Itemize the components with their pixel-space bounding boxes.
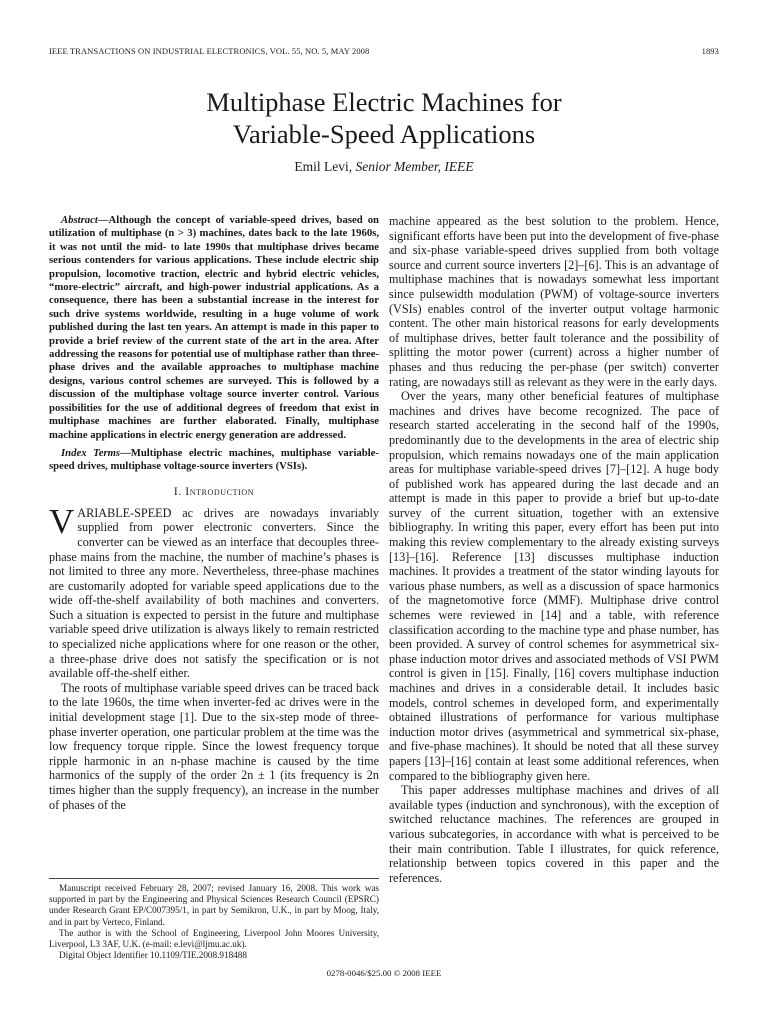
section-heading — [49, 486, 379, 498]
intro-paragraph-1 — [49, 501, 379, 681]
index-terms-text: —Multiphase electric machines, multiphase variable-speed drives, multiphase voltage-source inverters (VSIs). — [49, 446, 379, 473]
title-line-2: Variable-Speed Applications — [232, 119, 536, 149]
section-number: I. — [173, 485, 182, 498]
intro-paragraph-2: The roots of multiphase variable speed drives can be traced back to the late 1960s, the time when inverter-fed ac drives were in the initial development stage [1]. Due to the six-step mode of three-phase inverter operation, one particular problem at the time was the low frequency torque ripple. Since the lowest frequency torque ripple harmonic in an n-phase machine is caused by the time harmonics of the supply of the order 2n ± 1 (its frequency is 2n times higher than the supply frequency), an increase in the number of phases of the — [49, 680, 379, 812]
footnote-manuscript: Manuscript received February 28, 2007; revised January 16, 2008. This work was supported in part by the Engineering and Physical Sciences Research Council (EPSRC) under Research Grant EP/C007395/1, in part by Semikron, U.K., in part by Moog, Italy, and in part by Verteco, Finland. — [49, 883, 379, 927]
page-number: 1893 — [701, 46, 719, 56]
abstract — [49, 214, 379, 442]
index-terms — [49, 447, 379, 474]
right-paragraph-2: Over the years, many other beneficial features of multiphase machines and drives have become recognized. The pace of research started accelerating in the second half of the 1990s, predominantly due to the developments in the area of electric ship propulsion, which remains nowadays one of the main application areas for multiphase variable-speed drives [7]–[12]. A huge body of published work has appeared during the last decade and an attempt is made in this paper to provide a brief but up-to-date survey of the current situation, together with an extensive bibliography. In writing this paper, every effort has been put into making this review complementary to the already existing surveys [13]–[16]. Reference [13] discusses multiphase induction machines. It provides a treatment of the stator winding layouts for various phase numbers, as well as a discussion of space harmonics of the magnetomotive force (MMF). Multiphase drive control schemes were reviewed in [14] and a table, with reference classification according to the machine type and phase number, has been provided. A survey of control schemes for asymmetrical six-phase induction motor drives and associated methods of VSI PWM control is given in [15]. Finally, [16] covers multiphase induction machines and drives in a considerable detail. It includes basic models, control schemes in developed form, and experimentally obtained illustrations of performance for various multiphase induction motor drives (asymmetrical and symmetrical six-phase, and five-phase machines). It should be noted that all these survey papers [13]–[16] contain at least some additional references, when compared to the bibliography given here. — [389, 389, 719, 783]
right-column — [389, 214, 719, 885]
copyright-footer: 0278-0046/$25.00 © 2008 IEEE — [326, 968, 442, 978]
footnote-affiliation: The author is with the School of Engineering, Liverpool John Moores University, Liverpool, L3 3AF, U.K. (e-mail: e.levi@ljmu.ac.uk). — [49, 927, 379, 950]
right-paragraph-1: machine appeared as the best solution to the problem. Hence, significant efforts have been put into the development of five-phase and six-phase variable-speed drives supplied from both voltage source and current source inverters [2]–[6]. This is an advantage of multiphase machines that is nowadays somewhat less important since pulsewidth modulation (PWM) of voltage-source inverters (VSIs) enables control of the inverter output voltage harmonic content. The other main historical reasons for early developments of multiphase drives, better fault tolerance and the possibility of splitting the motor power (current) across a higher number of phases and thus reducing the per-phase (per switch) converter rating, are nowadays still as relevant as they were in the early days. — [389, 214, 719, 389]
abstract-text: —Although the concept of variable-speed drives, based on utilization of multiphase (n > 3) machines, dates back to the late 1960s, it was not until the mid- to late 1990s that multiphase drives became serious contenders for various applications. These include electric ship propulsion, locomotive traction, electric and hybrid electric vehicles, “more-electric” aircraft, and high-power industrial applications. As a consequence, there has been a substantial increase in the interest for such drive systems worldwide, resulting in a huge volume of work published during the last ten years. An attempt is made in this paper to provide a brief review of the current state of the art in the area. After addressing the reasons for potential use of multiphase rather than three-phase drives and the available approaches to multiphase machine designs, various control schemes are surveyed. This is followed by a discussion of the multiphase voltage source inverter control. Various possibilities for the use of additional degrees of freedom that exist in multiphase machines are further elaborated. Finally, multiphase machine applications in electric energy generation are addressed. — [49, 214, 379, 441]
left-column — [49, 214, 379, 812]
abstract-lead: Abstract — [61, 214, 98, 226]
section-title: Introduction — [185, 485, 255, 498]
intro-paragraph-1-text: ARIABLE-SPEED ac drives are nowadays invariably supplied from power electronic converters. Since the converter can be viewed as an interface that decouples three-phase mains from the machine, the number of machine’s phases is not limited to three any more. Nevertheless, three-phase machines are customarily adopted for variable speed applications due to the wide off-the-shelf availability of both machines and converters. Such a situation is expected to persist in the future and multiphase variable speed drive utilization is always likely to remain restricted to specialized niche applications where for one reason or the other, a three-phase drive does not satisfy the specification or is not available off-the-shelf either. — [49, 505, 379, 681]
running-header — [49, 46, 719, 58]
author-name: Emil Levi, — [294, 159, 353, 174]
intro-body — [49, 501, 379, 812]
right-paragraph-3: This paper addresses multiphase machines and drives of all available types (induction and synchronous), with the exception of switched reluctance machines. The references are grouped in various subcategories, in accordance with what is perceived to be their main contribution. Table I illustrates, for quick reference, relationship between topics covered in this paper and the references. — [389, 783, 719, 885]
author-grade: Senior Member, IEEE — [355, 159, 474, 174]
index-terms-lead: Index Terms — [61, 446, 121, 459]
paper-title — [0, 86, 768, 150]
drop-cap: V — [49, 501, 75, 541]
author-line — [0, 159, 768, 175]
footnote-doi: Digital Object Identifier 10.1109/TIE.2008.918488 — [59, 950, 247, 961]
footnote — [49, 878, 379, 961]
title-line-1: Multiphase Electric Machines for — [206, 87, 562, 117]
journal-name: IEEE TRANSACTIONS ON INDUSTRIAL ELECTRONICS, VOL. 55, NO. 5, MAY 2008 — [49, 46, 370, 56]
